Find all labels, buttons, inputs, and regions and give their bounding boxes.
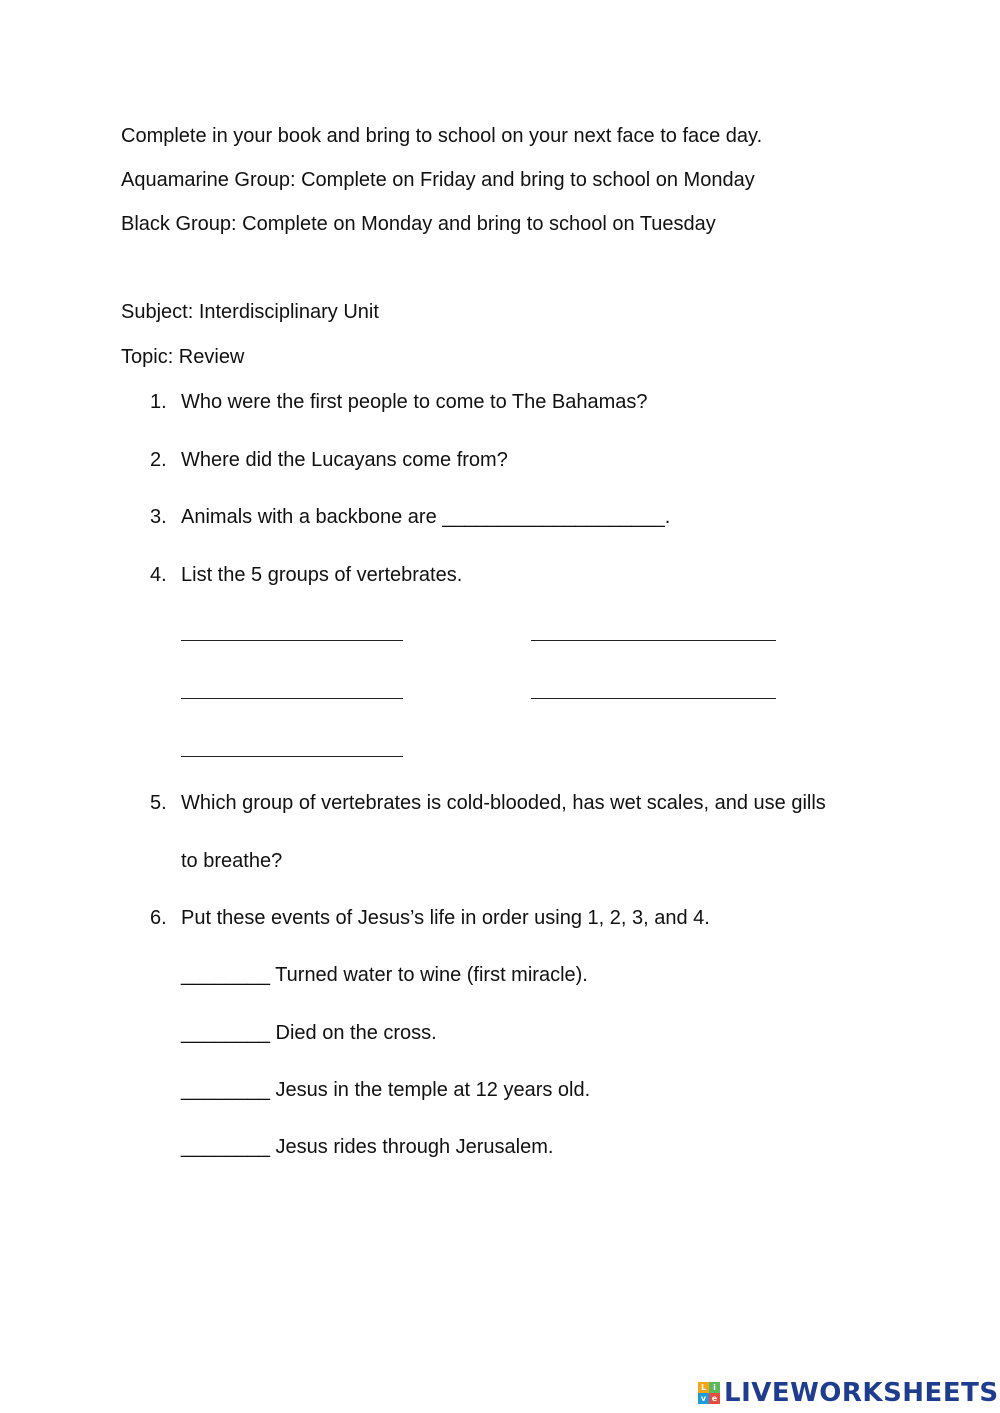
event-item: ________ Jesus in the temple at 12 years old. bbox=[181, 1079, 591, 1101]
question-number: 1. bbox=[150, 391, 167, 413]
question-number: 2. bbox=[150, 449, 167, 471]
answer-blank[interactable] bbox=[181, 756, 403, 757]
event-item: ________ Jesus rides through Jerusalem. bbox=[181, 1136, 554, 1158]
answer-blank[interactable] bbox=[531, 698, 776, 699]
question-number: 6. bbox=[150, 907, 167, 929]
question-text: List the 5 groups of vertebrates. bbox=[181, 564, 463, 586]
event-item: ________ Died on the cross. bbox=[181, 1022, 437, 1044]
logo-tile: i bbox=[709, 1382, 720, 1393]
logo-tile: e bbox=[709, 1393, 720, 1404]
logo-tile: L bbox=[698, 1382, 709, 1393]
liveworksheets-logo bbox=[698, 1378, 999, 1408]
logo-text: LIVEWORKSHEETS bbox=[724, 1378, 999, 1408]
instruction-line-2: Aquamarine Group: Complete on Friday and bring to school on Monday bbox=[121, 169, 755, 191]
question-text: Put these events of Jesus’s life in order using 1, 2, 3, and 4. bbox=[181, 907, 710, 929]
question-number: 3. bbox=[150, 506, 167, 528]
question-number: 4. bbox=[150, 564, 167, 586]
logo-tile: v bbox=[698, 1393, 709, 1404]
answer-blank[interactable] bbox=[531, 640, 776, 641]
question-text: Who were the first people to come to The Bahamas? bbox=[181, 391, 648, 413]
answer-blank[interactable] bbox=[181, 698, 403, 699]
instruction-line-3: Black Group: Complete on Monday and bring to school on Tuesday bbox=[121, 213, 716, 235]
logo-mark-icon bbox=[698, 1382, 720, 1404]
question-text: Where did the Lucayans come from? bbox=[181, 449, 508, 471]
subject-line: Subject: Interdisciplinary Unit bbox=[121, 301, 379, 323]
question-text: Animals with a backbone are ____________________. bbox=[181, 506, 671, 528]
topic-line: Topic: Review bbox=[121, 346, 245, 368]
question-text: Which group of vertebrates is cold-blooded, has wet scales, and use gills bbox=[181, 792, 826, 814]
event-item: ________ Turned water to wine (first miracle). bbox=[181, 964, 588, 986]
answer-blank[interactable] bbox=[181, 640, 403, 641]
question-number: 5. bbox=[150, 792, 167, 814]
question-text-continued: to breathe? bbox=[181, 850, 283, 872]
instruction-line-1: Complete in your book and bring to school on your next face to face day. bbox=[121, 125, 763, 147]
